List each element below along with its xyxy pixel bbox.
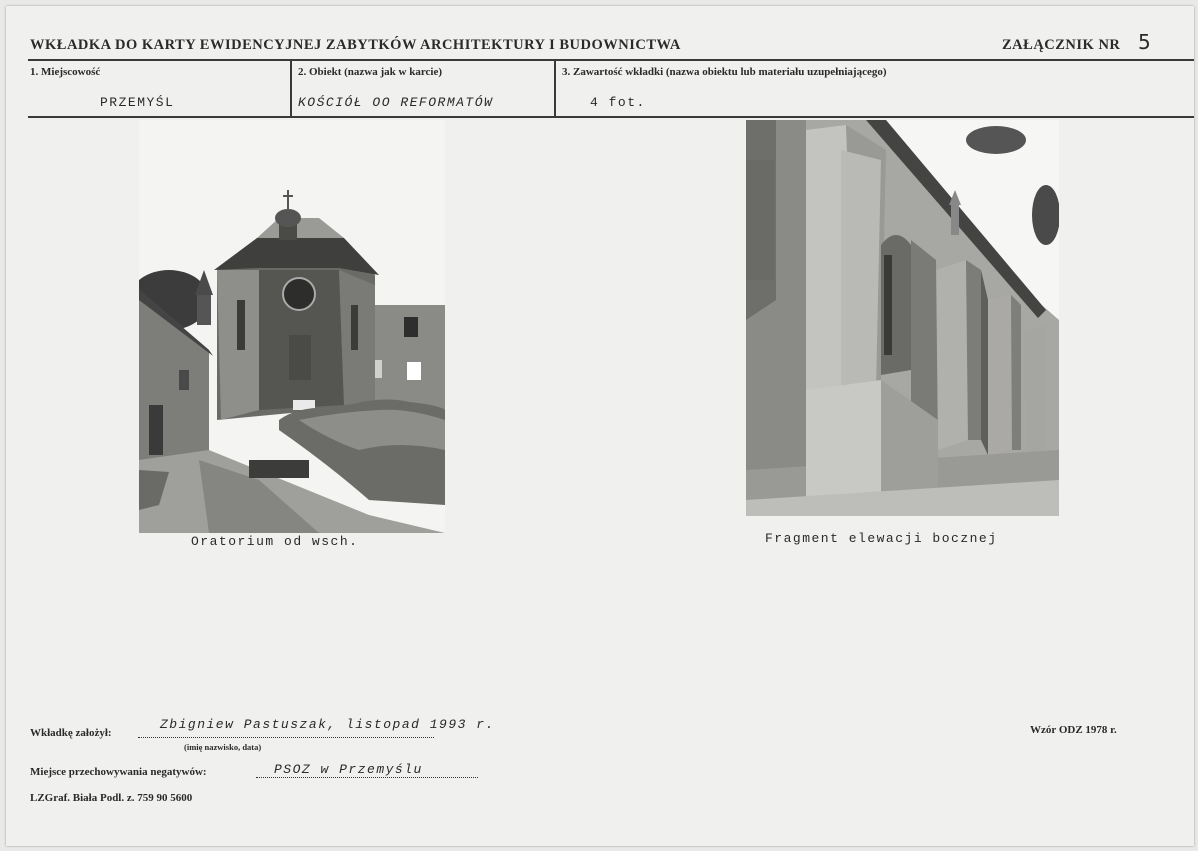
- object-value: KOŚCIÓŁ OO REFORMATÓW: [298, 95, 494, 110]
- photo-elevation-caption: Fragment elewacji bocznej: [765, 531, 998, 546]
- record-sheet: [6, 6, 1194, 846]
- attachment-number: 5: [1138, 30, 1151, 54]
- header-rule-bottom: [28, 116, 1194, 118]
- object-label: 2. Obiekt (nazwa jak w karcie): [298, 66, 443, 78]
- author-hint: (imię nazwisko, data): [184, 742, 262, 752]
- content-label: 3. Zawartość wkładki (nazwa obiektu lub materiału uzupełniającego): [562, 66, 887, 78]
- author-dotline: [138, 737, 434, 738]
- printer-imprint: LZGraf. Biała Podl. z. 759 90 5600: [30, 792, 193, 804]
- photo-elevation: [746, 120, 1059, 516]
- location-value: PRZEMYŚL: [100, 95, 175, 110]
- storage-value: PSOZ w Przemyślu: [274, 762, 423, 777]
- author-label: Wkładkę założył:: [30, 727, 112, 739]
- header-rule-top: [28, 59, 1194, 61]
- photo-oratorium: [139, 120, 445, 533]
- storage-label: Miejsce przechowywania negatywów:: [30, 766, 207, 778]
- attachment-label: ZAŁĄCZNIK NR: [1002, 37, 1121, 53]
- header-divider-2: [554, 60, 556, 116]
- content-value: 4 fot.: [590, 95, 646, 110]
- author-value: Zbigniew Pastuszak, listopad 1993 r.: [160, 717, 495, 732]
- pattern-label: Wzór ODZ 1978 r.: [1030, 724, 1117, 736]
- form-title: WKŁADKA DO KARTY EWIDENCYJNEJ ZABYTKÓW ARCHITEKTURY I BUDOWNICTWA: [30, 37, 681, 53]
- photo-elevation-image: [746, 120, 1059, 516]
- header-divider-1: [290, 60, 292, 116]
- storage-dotline: [256, 777, 478, 778]
- photo-oratorium-image: [139, 120, 445, 533]
- photo-oratorium-caption: Oratorium od wsch.: [191, 534, 359, 549]
- location-label: 1. Miejscowość: [30, 66, 101, 78]
